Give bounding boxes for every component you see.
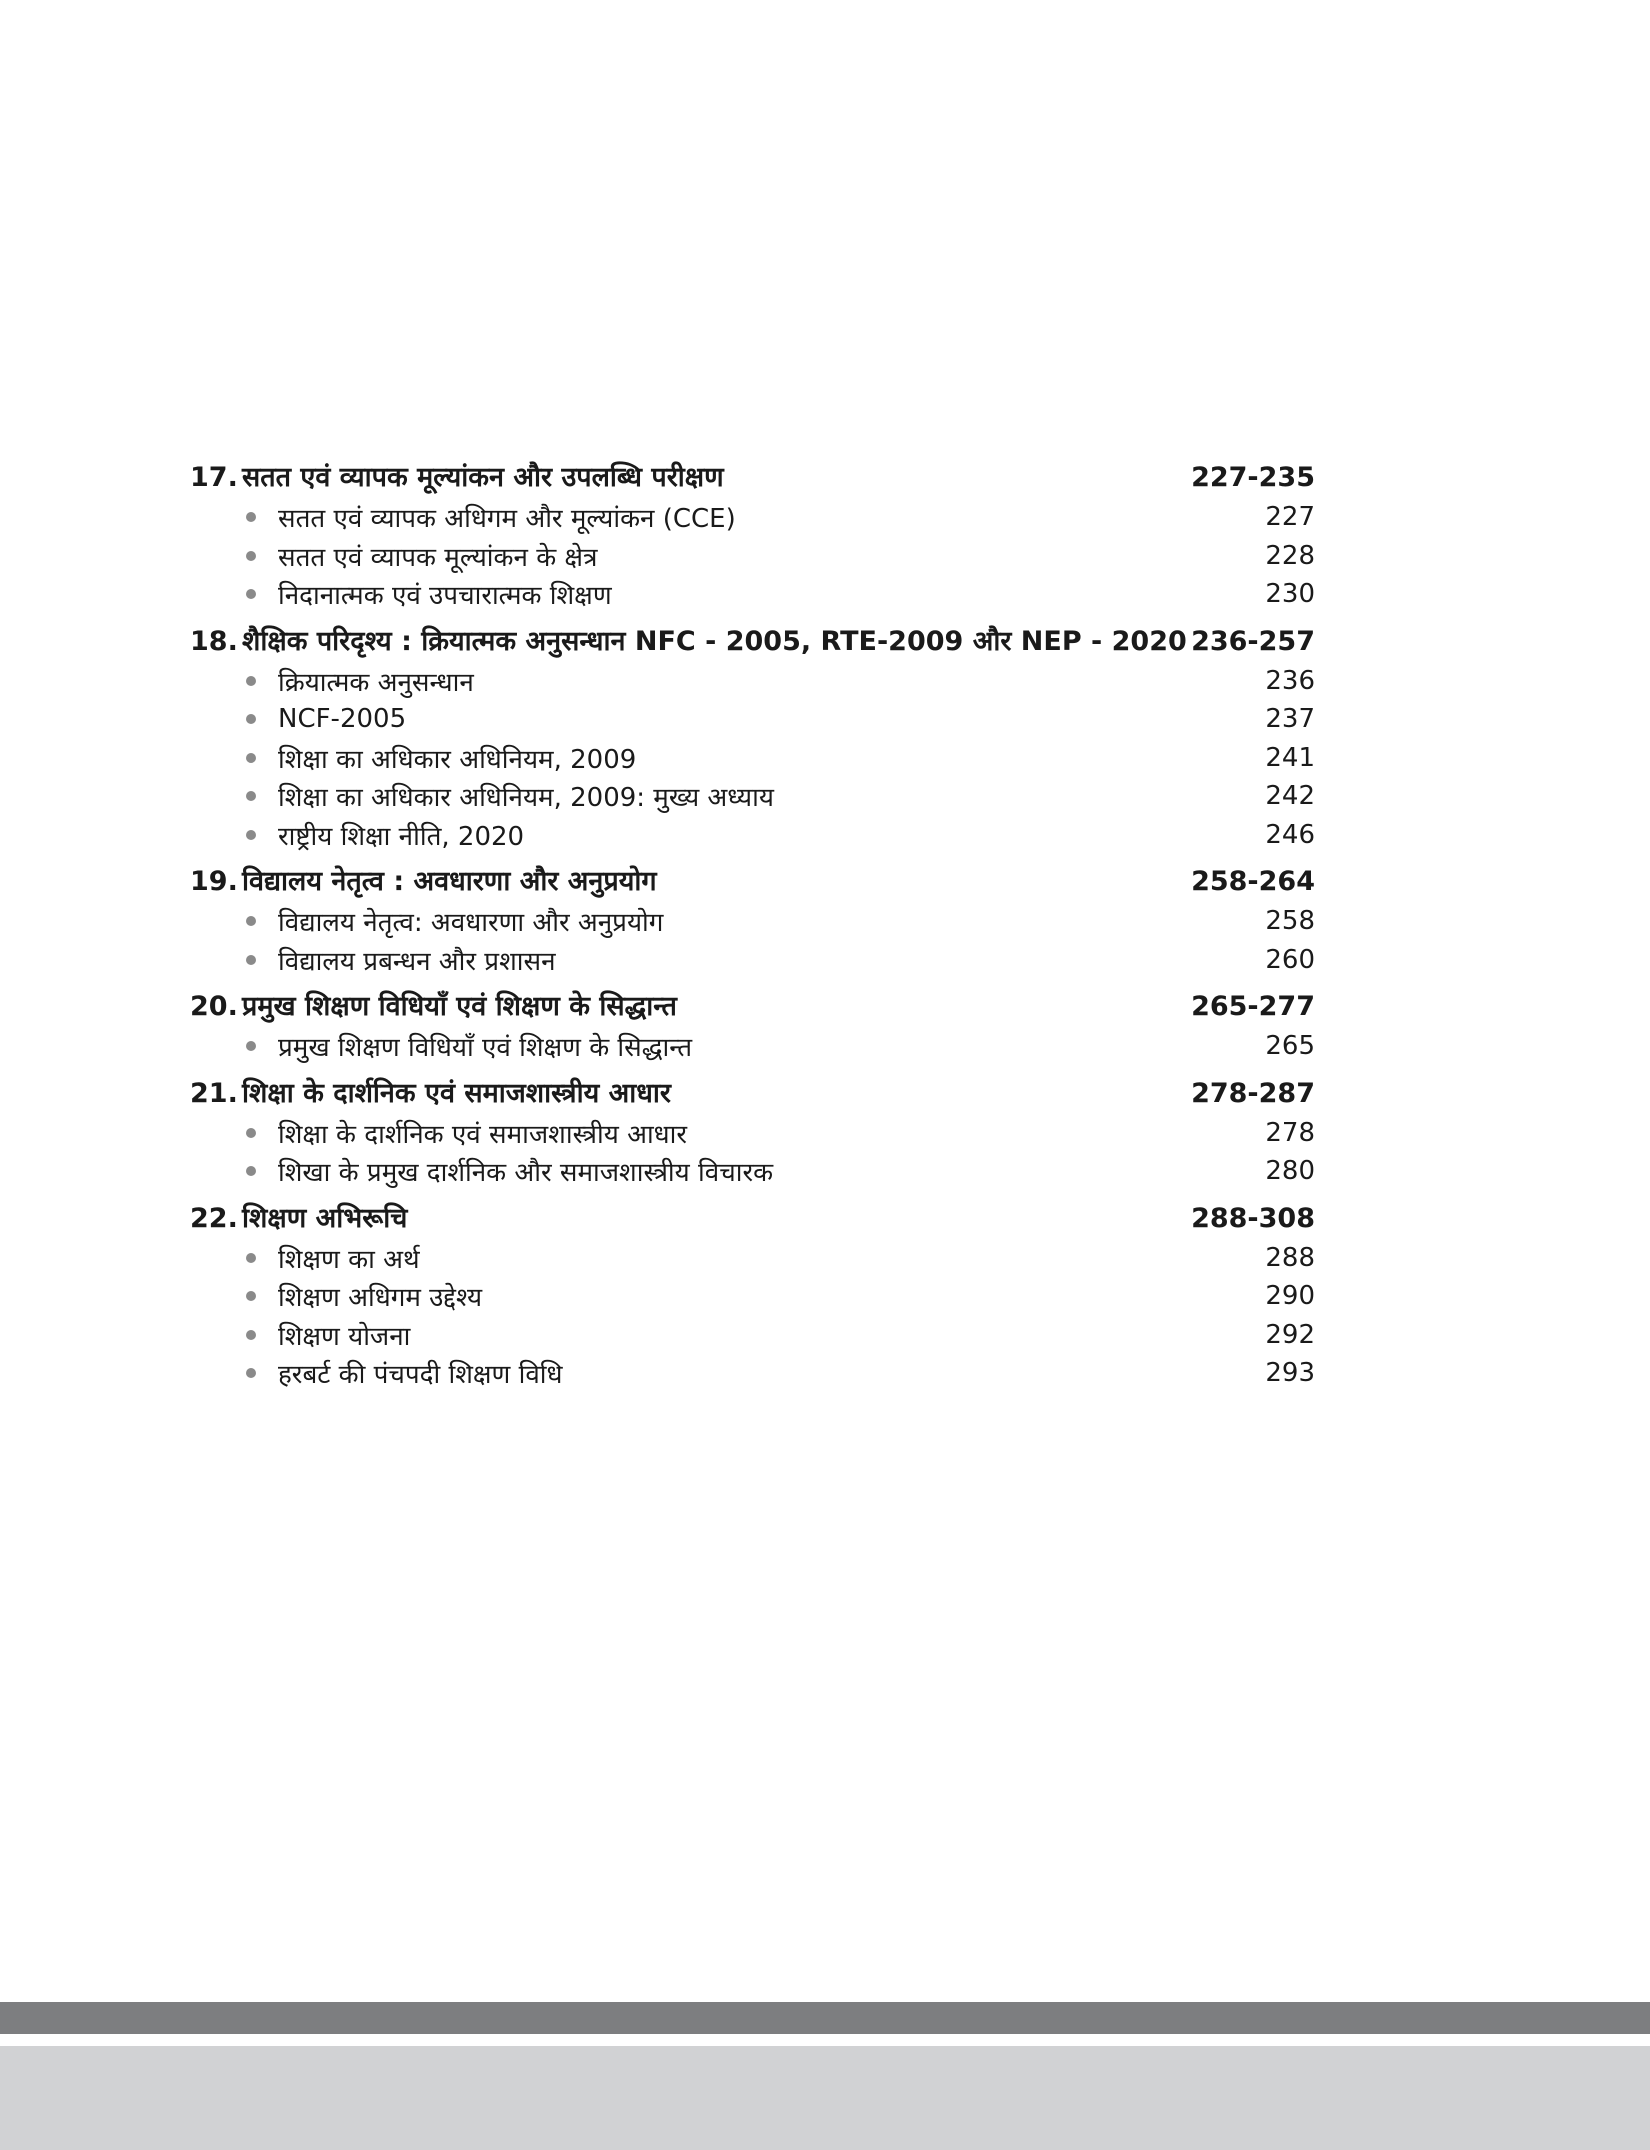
topic-page: 288: [1265, 1242, 1315, 1273]
chapter-heading[interactable]: [190, 862, 1315, 902]
topic-title: विद्यालय नेतृत्व: अवधारणा और अनुप्रयोग: [278, 908, 664, 939]
bullet-icon: [246, 830, 256, 840]
topic-item[interactable]: [190, 1027, 1315, 1066]
chapter-number: 18.: [190, 625, 238, 657]
table-of-contents: [190, 458, 1315, 1401]
chapter-page-range: 227-235: [1191, 462, 1315, 493]
topic-page: 265: [1265, 1031, 1315, 1062]
topic-title: NCF-2005: [278, 704, 407, 735]
bullet-icon: [246, 589, 256, 599]
topic-item[interactable]: [190, 1239, 1315, 1278]
chapter-entry: [190, 862, 1315, 979]
topic-title: शिक्षण का अर्थ: [278, 1244, 420, 1275]
chapter-heading[interactable]: [190, 622, 1315, 662]
bullet-icon: [246, 1041, 256, 1051]
topic-title: शिक्षण योजना: [278, 1321, 411, 1352]
topic-title: सतत एवं व्यापक अधिगम और मूल्यांकन (CCE): [278, 504, 736, 535]
topic-item[interactable]: [190, 902, 1315, 941]
topic-page: 280: [1265, 1156, 1315, 1187]
topic-title: शिक्षा के दार्शनिक एवं समाजशास्त्रीय आधार: [278, 1119, 688, 1150]
topic-list: [190, 1114, 1315, 1191]
topic-item[interactable]: [190, 1114, 1315, 1153]
topic-title: राष्ट्रीय शिक्षा नीति, 2020: [278, 821, 525, 852]
topic-page: 237: [1265, 704, 1315, 735]
topic-item[interactable]: [190, 1354, 1315, 1393]
footer-band-light: [0, 2046, 1650, 2150]
topic-list: [190, 1239, 1315, 1393]
topic-item[interactable]: [190, 1316, 1315, 1355]
chapter-number: 17.: [190, 462, 238, 493]
chapter-number: 22.: [190, 1202, 238, 1234]
bullet-icon: [246, 1128, 256, 1138]
bullet-icon: [246, 714, 256, 724]
topic-title: सतत एवं व्यापक मूल्यांकन के क्षेत्र: [278, 542, 598, 573]
topic-title: हरबर्ट की पंचपदी शिक्षण विधि: [278, 1360, 563, 1391]
topic-title: विद्यालय प्रबन्धन और प्रशासन: [278, 946, 556, 977]
topic-item[interactable]: [190, 816, 1315, 855]
chapter-entry: [190, 1074, 1315, 1191]
chapter-heading[interactable]: [190, 1074, 1315, 1114]
chapter-title: विद्यालय नेतृत्व : अवधारणा और अनुप्रयोग: [242, 866, 657, 897]
topic-title: शिक्षा का अधिकार अधिनियम, 2009: मुख्य अध्याय: [278, 783, 774, 814]
topic-list: [190, 662, 1315, 855]
bullet-icon: [246, 1253, 256, 1263]
chapter-page-range: 278-287: [1191, 1077, 1315, 1109]
topic-page: 242: [1265, 781, 1315, 812]
topic-list: [190, 902, 1315, 979]
topic-title: शिक्षा का अधिकार अधिनियम, 2009: [278, 744, 637, 775]
bullet-icon: [246, 551, 256, 561]
bullet-icon: [246, 955, 256, 965]
chapter-page-range: 236-257: [1191, 625, 1315, 657]
bullet-icon: [246, 1330, 256, 1340]
footer-band-dark: [0, 2002, 1650, 2034]
chapter-entry: [190, 458, 1315, 614]
topic-page: 227: [1265, 502, 1315, 533]
topic-title: शिखा के प्रमुख दार्शनिक और समाजशास्त्रीय विचारक: [278, 1158, 774, 1189]
topic-title: निदानात्मक एवं उपचारात्मक शिक्षण: [278, 581, 612, 612]
topic-title: प्रमुख शिक्षण विधियाँ एवं शिक्षण के सिद्धान्त: [278, 1033, 693, 1064]
topic-item[interactable]: [190, 739, 1315, 778]
bullet-icon: [246, 676, 256, 686]
topic-title: शिक्षण अधिगम उद्देश्य: [278, 1283, 483, 1314]
chapter-title: शैक्षिक परिदृश्य : क्रियात्मक अनुसन्धान NFC - 2005, RTE-2009 और NEP - 2020: [242, 625, 1187, 657]
topic-page: 236: [1265, 665, 1315, 696]
chapter-heading[interactable]: [190, 458, 1315, 498]
topic-list: [190, 1027, 1315, 1066]
chapter-page-range: 265-277: [1191, 991, 1315, 1022]
topic-page: 278: [1265, 1117, 1315, 1148]
chapter-page-range: 288-308: [1191, 1202, 1315, 1234]
chapter-number: 19.: [190, 866, 238, 897]
topic-page: 246: [1265, 819, 1315, 850]
topic-page: 230: [1265, 579, 1315, 610]
topic-page: 293: [1265, 1358, 1315, 1389]
chapter-title: प्रमुख शिक्षण विधियाँ एवं शिक्षण के सिद्धान्त: [242, 991, 677, 1022]
topic-page: 228: [1265, 540, 1315, 571]
topic-page: 290: [1265, 1281, 1315, 1312]
bullet-icon: [246, 1368, 256, 1378]
bullet-icon: [246, 753, 256, 763]
bullet-icon: [246, 1291, 256, 1301]
topic-item[interactable]: [190, 777, 1315, 816]
topic-page: 260: [1265, 944, 1315, 975]
chapter-entry: [190, 987, 1315, 1066]
chapter-entry: [190, 622, 1315, 855]
topic-item[interactable]: [190, 575, 1315, 614]
topic-item[interactable]: [190, 1152, 1315, 1191]
chapter-heading[interactable]: [190, 1199, 1315, 1239]
topic-list: [190, 498, 1315, 614]
bullet-icon: [246, 512, 256, 522]
topic-item[interactable]: [190, 941, 1315, 980]
chapter-number: 20.: [190, 991, 238, 1022]
topic-item[interactable]: [190, 498, 1315, 537]
chapter-heading[interactable]: [190, 987, 1315, 1027]
topic-page: 241: [1265, 742, 1315, 773]
bullet-icon: [246, 791, 256, 801]
topic-title: क्रियात्मक अनुसन्धान: [278, 667, 474, 698]
topic-item[interactable]: [190, 537, 1315, 576]
bullet-icon: [246, 916, 256, 926]
topic-page: 292: [1265, 1319, 1315, 1350]
bullet-icon: [246, 1166, 256, 1176]
topic-item[interactable]: [190, 662, 1315, 701]
chapter-title: सतत एवं व्यापक मूल्यांकन और उपलब्धि परीक्षण: [242, 462, 724, 493]
chapter-title: शिक्षा के दार्शनिक एवं समाजशास्त्रीय आधार: [242, 1077, 671, 1109]
chapter-title: शिक्षण अभिरूचि: [242, 1202, 408, 1234]
chapter-entry: [190, 1199, 1315, 1393]
topic-item[interactable]: [190, 700, 1315, 739]
chapter-page-range: 258-264: [1191, 866, 1315, 897]
topic-item[interactable]: [190, 1277, 1315, 1316]
chapter-number: 21.: [190, 1077, 238, 1109]
topic-page: 258: [1265, 906, 1315, 937]
